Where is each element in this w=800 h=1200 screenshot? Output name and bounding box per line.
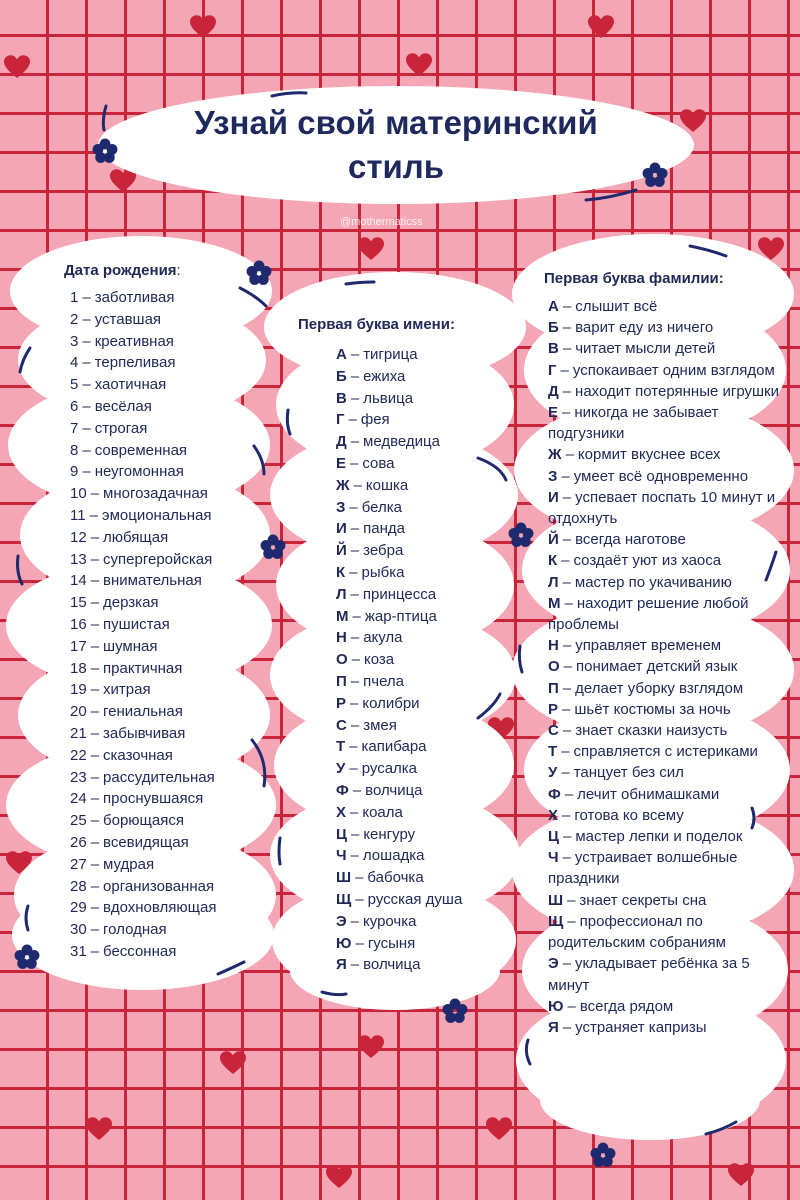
dash-separator: – xyxy=(562,404,571,422)
first-name-value: тигрица xyxy=(363,346,418,363)
birth-date-value: неугомонная xyxy=(94,463,184,481)
dash-separator: – xyxy=(90,812,100,830)
first-name-key: В xyxy=(336,389,347,407)
first-name-key: А xyxy=(336,346,347,363)
dash-separator: – xyxy=(352,607,361,625)
first-name-key: Г xyxy=(336,411,345,429)
dash-separator: – xyxy=(90,681,100,699)
first-name-key: И xyxy=(336,520,347,538)
birth-date-key: 4 xyxy=(70,354,79,372)
first-name-key: Б xyxy=(336,367,347,385)
surname-key: И xyxy=(548,488,559,506)
first-name-value: кошка xyxy=(365,476,409,494)
dash-separator: – xyxy=(562,298,572,315)
flower-icon xyxy=(590,1142,616,1168)
first-name-value: коза xyxy=(364,651,395,669)
dash-separator: – xyxy=(90,833,100,851)
surname-key: Л xyxy=(548,573,559,591)
birth-date-value: многозадачная xyxy=(103,485,208,503)
birth-date-key: 20 xyxy=(70,703,87,721)
dash-separator: – xyxy=(350,454,359,472)
watermark: @mothermaticss xyxy=(340,216,423,228)
dash-separator: – xyxy=(562,319,572,337)
first-name-value: львица xyxy=(363,389,414,407)
first-name-value: курочка xyxy=(363,912,417,930)
surname-key: Д xyxy=(548,382,559,400)
flower-icon xyxy=(14,944,40,970)
first-name-key: Ц xyxy=(336,825,347,843)
birth-date-value: всевидящая xyxy=(103,833,189,851)
surname-value: профессионал по родительским собраниям xyxy=(548,912,726,952)
first-name-key: Р xyxy=(336,694,347,712)
first-name-key: О xyxy=(336,651,348,669)
surname-value: управляет временем xyxy=(575,637,722,655)
birth-date-key: 15 xyxy=(70,594,87,612)
birth-date-key: 8 xyxy=(70,441,79,459)
first-name-value: волчица xyxy=(365,781,423,799)
dash-separator: – xyxy=(82,332,91,350)
dash-separator: – xyxy=(350,346,360,363)
dash-separator: – xyxy=(90,572,100,590)
dash-separator: – xyxy=(90,703,100,721)
surname-value: находит решение любой проблемы xyxy=(548,594,749,634)
birth-date-key: 25 xyxy=(70,812,87,830)
surname-key: Я xyxy=(548,1018,559,1036)
surname-value: готова ко всему xyxy=(574,806,684,824)
dash-separator: – xyxy=(90,637,100,655)
first-name-value: панда xyxy=(363,520,405,538)
first-name-value: кенгуру xyxy=(363,825,416,843)
first-name-value: колибри xyxy=(362,694,420,712)
first-name-value: ежиха xyxy=(363,367,406,385)
first-name-value: гусыня xyxy=(367,934,416,952)
birth-date-key: 14 xyxy=(70,572,87,590)
first-name-key: Ф xyxy=(336,781,349,799)
birth-date-key: 10 xyxy=(70,485,87,503)
birth-date-value: уставшая xyxy=(94,310,162,328)
dash-separator: – xyxy=(352,781,362,799)
surname-key: У xyxy=(548,764,558,782)
birth-date-key: 30 xyxy=(70,921,87,939)
birth-date-title: Дата рождения: xyxy=(64,262,181,279)
birth-date-key: 1 xyxy=(70,289,79,306)
dash-separator: – xyxy=(562,340,572,358)
birth-date-value: креативная xyxy=(94,332,174,350)
birth-date-value: любящая xyxy=(103,528,169,546)
surname-key: Ф xyxy=(548,785,561,803)
first-name-value: принцесса xyxy=(362,585,437,603)
dash-separator: – xyxy=(562,382,572,400)
dash-separator: – xyxy=(355,869,364,887)
flower-icon xyxy=(442,998,468,1024)
surname-value: успокаивает одним взглядом xyxy=(572,361,775,379)
dash-separator: – xyxy=(90,550,100,568)
dash-separator: – xyxy=(565,446,574,464)
first-name-value: зебра xyxy=(363,542,404,560)
surname-value: делает уборку взглядом xyxy=(575,679,744,697)
dash-separator: – xyxy=(90,790,100,808)
first-name-key: С xyxy=(336,716,347,734)
dash-separator: – xyxy=(562,955,572,973)
dash-separator: – xyxy=(350,847,359,865)
first-name-value: капибара xyxy=(361,738,427,756)
dash-separator: – xyxy=(82,441,91,459)
first-name-key: Д xyxy=(336,433,347,451)
dash-separator: – xyxy=(567,997,576,1015)
dash-separator: – xyxy=(90,899,100,917)
dash-separator: – xyxy=(82,310,91,328)
dash-separator: – xyxy=(353,476,362,494)
surname-key: Ж xyxy=(548,446,562,464)
first-name-key: Н xyxy=(336,629,347,647)
surname-value: умеет всё одновременно xyxy=(573,467,749,485)
birth-date-value: мудрая xyxy=(103,855,155,873)
surname-value: устраняет капризы xyxy=(575,1018,707,1036)
surname-key: Ш xyxy=(548,891,564,909)
first-name-key: З xyxy=(336,498,346,516)
dash-separator: – xyxy=(82,397,91,415)
birth-date-key: 27 xyxy=(70,855,87,873)
birth-date-value: пушистая xyxy=(103,615,170,633)
birth-date-value: заботливая xyxy=(94,289,175,306)
first-name-value: акула xyxy=(363,629,403,647)
birth-date-key: 21 xyxy=(70,724,87,742)
dash-separator: – xyxy=(90,485,100,503)
surname-key: Ч xyxy=(548,849,559,867)
dash-separator: – xyxy=(90,768,100,786)
first-name-key: Э xyxy=(336,912,347,930)
first-name-key: М xyxy=(336,607,349,625)
first-name-key: Я xyxy=(336,956,347,974)
surname-key: А xyxy=(548,298,559,315)
first-name-key: Ш xyxy=(336,869,352,887)
birth-date-value: шумная xyxy=(103,637,158,655)
dash-separator: – xyxy=(349,738,358,756)
dash-separator: – xyxy=(350,433,360,451)
first-name-key: Т xyxy=(336,738,346,756)
surname-value: понимает детский язык xyxy=(576,658,738,676)
dash-separator: – xyxy=(89,506,98,524)
surname-value: мастер по укачиванию xyxy=(574,573,732,591)
dash-separator: – xyxy=(564,785,574,803)
birth-date-key: 12 xyxy=(70,528,87,546)
surname-value: читает мысли детей xyxy=(575,340,716,358)
birth-date-value: гениальная xyxy=(103,703,183,721)
surname-value: никогда не забывает подгузники xyxy=(548,404,719,443)
surname-key: К xyxy=(548,552,558,570)
first-name-key: Х xyxy=(336,803,347,821)
page-title-line-2: стиль xyxy=(347,148,445,185)
first-name-value: фея xyxy=(360,411,390,429)
birth-date-key: 28 xyxy=(70,877,87,895)
birth-date-value: сказочная xyxy=(103,746,173,764)
surname-value: лечит обнимашками xyxy=(577,785,720,803)
birth-date-value: вдохновляющая xyxy=(103,899,217,917)
birth-date-key: 22 xyxy=(70,746,87,764)
surname-key: Й xyxy=(548,531,559,549)
birth-date-key: 5 xyxy=(70,376,79,394)
dash-separator: – xyxy=(350,694,359,712)
dash-separator: – xyxy=(350,585,359,603)
dash-separator: – xyxy=(562,828,572,846)
first-name-key: У xyxy=(336,760,346,778)
dash-separator: – xyxy=(90,594,100,612)
flower-icon xyxy=(508,522,534,548)
dash-separator: – xyxy=(562,573,571,591)
dash-separator: – xyxy=(90,921,100,939)
dash-separator: – xyxy=(82,419,91,437)
dash-separator: – xyxy=(90,724,100,742)
surname-value: создаёт уют из хаоса xyxy=(573,552,722,570)
birth-date-value: дерзкая xyxy=(103,594,159,612)
birth-date-key: 29 xyxy=(70,899,87,917)
surname-key: Н xyxy=(548,637,559,655)
dash-separator: – xyxy=(349,498,358,516)
surname-value: варит еду из ничего xyxy=(575,319,714,337)
birth-date-key: 9 xyxy=(70,463,79,481)
flower-icon xyxy=(246,260,272,286)
dash-separator: – xyxy=(355,890,364,908)
first-name-value: русская душа xyxy=(367,890,463,908)
dash-separator: – xyxy=(90,528,100,546)
page-title-line-1: Узнай свой материнский xyxy=(194,104,598,141)
dash-separator: – xyxy=(562,679,572,697)
dash-separator: – xyxy=(349,563,358,581)
surname-value: успевает поспать 10 минут и отдохнуть xyxy=(548,488,776,528)
surname-key: Р xyxy=(548,700,559,718)
dash-separator: – xyxy=(350,672,360,690)
dash-separator: – xyxy=(564,594,573,612)
birth-date-value: весёлая xyxy=(94,397,152,415)
birth-date-value: организованная xyxy=(103,877,215,895)
surname-key: Э xyxy=(548,955,559,973)
first-name-value: коала xyxy=(362,803,403,821)
surname-key: Б xyxy=(548,319,559,337)
dash-separator: – xyxy=(348,411,357,429)
surname-value: справляется с истериками xyxy=(573,743,758,761)
dash-separator: – xyxy=(90,855,100,873)
surname-value: знает секреты сна xyxy=(579,891,707,909)
birth-date-key: 6 xyxy=(70,397,79,415)
dash-separator: – xyxy=(82,289,91,306)
surname-key: Ю xyxy=(548,997,564,1015)
surname-key: Щ xyxy=(548,912,564,930)
dash-separator: – xyxy=(90,615,100,633)
birth-date-value: хаотичная xyxy=(94,376,167,394)
dash-separator: – xyxy=(562,722,572,740)
birth-date-key: 16 xyxy=(70,615,87,633)
dash-separator: – xyxy=(560,361,569,379)
first-name-key: Л xyxy=(336,585,347,603)
first-name-key: Ю xyxy=(336,934,352,952)
surname-value: слышит всё xyxy=(575,298,658,315)
dash-separator: – xyxy=(562,1018,572,1036)
first-name-key: К xyxy=(336,563,346,581)
dash-separator: – xyxy=(355,934,364,952)
birth-date-key: 26 xyxy=(70,833,87,851)
birth-date-key: 2 xyxy=(70,310,79,328)
surname-value: всегда рядом xyxy=(579,997,674,1015)
dash-separator: – xyxy=(90,877,100,895)
surname-key: М xyxy=(548,594,561,612)
birth-date-value: голодная xyxy=(103,921,167,939)
dash-separator: – xyxy=(82,463,91,481)
dash-separator: – xyxy=(562,531,572,549)
dash-separator: – xyxy=(561,743,570,761)
birth-date-value: терпеливая xyxy=(94,354,176,372)
surname-value: всегда наготове xyxy=(575,531,686,549)
surname-key: Г xyxy=(548,361,557,379)
dash-separator: – xyxy=(350,825,360,843)
surname-key: Т xyxy=(548,743,558,761)
flower-icon xyxy=(642,162,668,188)
first-name-value: белка xyxy=(361,498,403,516)
surname-value: знает сказки наизусть xyxy=(575,722,728,740)
surname-key: О xyxy=(548,658,560,676)
dash-separator: – xyxy=(350,367,360,385)
surname-key: З xyxy=(548,467,558,485)
dash-separator: – xyxy=(562,849,571,867)
birth-date-value: супергеройская xyxy=(103,550,213,568)
birth-date-key: 11 xyxy=(70,506,86,524)
birth-date-key: 18 xyxy=(70,659,87,677)
first-name-key: Ж xyxy=(336,476,350,494)
dash-separator: – xyxy=(350,542,360,560)
first-name-key: Е xyxy=(336,454,347,472)
first-name-value: русалка xyxy=(361,760,418,778)
dash-separator: – xyxy=(82,354,91,372)
first-name-value: бабочка xyxy=(367,869,424,887)
first-name-value: жар-птица xyxy=(364,607,437,625)
birth-date-key: 13 xyxy=(70,550,87,568)
surname-value: устраивает волшебные праздники xyxy=(548,849,738,888)
dash-separator: – xyxy=(90,942,100,960)
surname-key: П xyxy=(548,679,559,697)
first-name-value: змея xyxy=(363,716,397,734)
dash-separator: – xyxy=(562,700,571,718)
first-name-value: рыбка xyxy=(361,563,405,581)
first-name-key: П xyxy=(336,672,347,690)
birth-date-value: хитрая xyxy=(103,681,151,699)
surname-key: Е xyxy=(548,404,559,422)
dash-separator: – xyxy=(90,659,100,677)
dash-separator: – xyxy=(562,488,572,506)
surname-value: танцует без сил xyxy=(573,764,684,782)
dash-separator: – xyxy=(90,746,100,764)
surname-key: Ц xyxy=(548,828,559,846)
birth-date-value: строгая xyxy=(94,419,148,437)
surname-value: находит потерянные игрушки xyxy=(575,382,780,400)
first-name-key: Й xyxy=(336,542,347,560)
surname-value: шьёт костюмы за ночь xyxy=(574,700,731,718)
dash-separator: – xyxy=(351,651,361,669)
flower-icon xyxy=(260,534,286,560)
surname-key: Х xyxy=(548,806,559,824)
birth-date-key: 19 xyxy=(70,681,87,699)
dash-separator: – xyxy=(350,389,360,407)
dash-separator: – xyxy=(350,716,360,734)
first-name-value: волчица xyxy=(363,956,421,974)
dash-separator: – xyxy=(567,891,576,909)
surname-value: укладывает ребёнка за 5 минут xyxy=(548,955,750,994)
birth-date-value: современная xyxy=(94,441,188,459)
dash-separator: – xyxy=(350,629,360,647)
dash-separator: – xyxy=(561,764,570,782)
flower-icon xyxy=(92,138,118,164)
dash-separator: – xyxy=(349,760,358,778)
birth-date-key: 17 xyxy=(70,637,87,655)
dash-separator: – xyxy=(562,637,572,655)
dash-separator: – xyxy=(561,552,570,570)
birth-date-value: бессонная xyxy=(103,942,177,960)
birth-date-key: 31 xyxy=(70,942,87,960)
first-name-title: Первая буква имени: xyxy=(298,316,455,333)
birth-date-value: забывчивая xyxy=(103,724,186,742)
dash-separator: – xyxy=(567,912,576,930)
surname-value: мастер лепки и поделок xyxy=(575,828,743,846)
surname-key: С xyxy=(548,722,559,740)
dash-separator: – xyxy=(350,520,360,538)
birth-date-key: 3 xyxy=(70,332,79,350)
first-name-key: Ч xyxy=(336,847,347,865)
dash-separator: – xyxy=(561,467,570,485)
dash-separator: – xyxy=(350,912,360,930)
surname-value: кормит вкуснее всех xyxy=(577,446,721,464)
dash-separator: – xyxy=(350,956,360,974)
dash-separator: – xyxy=(82,376,91,394)
birth-date-value: проснувшаяся xyxy=(103,790,204,808)
first-name-key: Щ xyxy=(336,890,352,908)
birth-date-value: рассудительная xyxy=(103,768,215,786)
surname-title: Первая буква фамилии: xyxy=(544,270,724,287)
dash-separator: – xyxy=(562,806,571,824)
first-name-value: медведица xyxy=(363,433,440,451)
first-name-value: лошадка xyxy=(362,847,425,865)
dash-separator: – xyxy=(563,658,573,676)
birth-date-key: 7 xyxy=(70,419,79,437)
first-name-value: сова xyxy=(362,454,395,472)
birth-date-value: эмоциональная xyxy=(101,506,212,524)
surname-key: В xyxy=(548,340,559,358)
birth-date-key: 23 xyxy=(70,768,87,786)
dash-separator: – xyxy=(350,803,359,821)
birth-date-value: практичная xyxy=(103,659,183,677)
birth-date-key: 24 xyxy=(70,790,87,808)
first-name-value: пчела xyxy=(363,672,405,690)
birth-date-value: внимательная xyxy=(103,572,202,590)
birth-date-value: борющаяся xyxy=(103,812,184,830)
